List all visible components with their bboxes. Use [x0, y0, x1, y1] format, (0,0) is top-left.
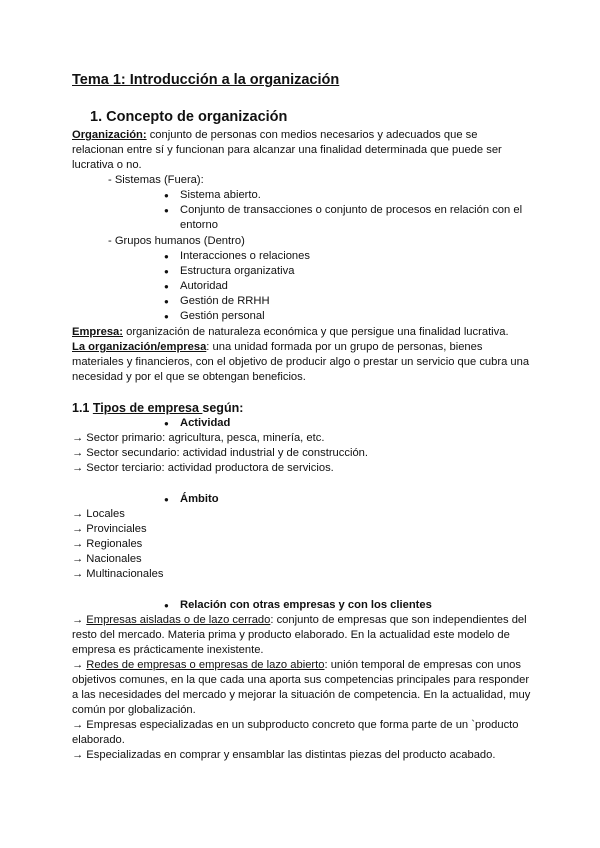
section-number: 1.1	[72, 401, 93, 415]
grupos-item: ● Estructura organizativa	[180, 264, 294, 279]
ambito-item: → Provinciales	[72, 523, 147, 535]
arrow: →	[72, 659, 87, 671]
organizacion-term: Organización:	[72, 129, 147, 141]
section-title-rest: según:	[202, 401, 244, 415]
redes-text: : unión temporal de empresas con unos	[324, 659, 522, 671]
section-1-1-heading	[72, 401, 243, 416]
organizacion-definition-line-1	[72, 128, 477, 143]
aisladas-line-2: resto del mercado. Materia prima y producto elaborado. En la actualidad este modelo de	[72, 629, 510, 641]
grupos-label: - Grupos humanos (Dentro)	[108, 235, 245, 247]
document-title: Tema 1: Introducción a la organización	[72, 72, 340, 88]
redes-line-4: común por globalización.	[72, 704, 196, 716]
relacion-heading: ● Relación con otras empresas y con los clientes	[180, 598, 432, 613]
actividad-item: → Sector secundario: actividad industrial y de construcción.	[72, 447, 368, 459]
ambito-item: → Regionales	[72, 538, 143, 550]
aisladas-text: : conjunto de empresas que son independientes del	[270, 614, 527, 626]
aisladas-line-3: empresa es prácticamente inexistente.	[72, 644, 264, 656]
empresa-term: Empresa:	[72, 326, 123, 338]
redes-line-3: a las necesidades del mercado y mejorar la situación de competencia. En la actualidad, muy	[72, 689, 531, 701]
section-1-heading: 1. Concepto de organización	[90, 109, 288, 125]
ambito-heading: ● Ámbito	[180, 492, 219, 507]
ambito-item: → Multinacionales	[72, 568, 164, 580]
empresa-def-text: organización de naturaleza económica y que persigue una finalidad lucrativa.	[123, 326, 509, 338]
ambito-item: → Nacionales	[72, 553, 142, 565]
arrow: →	[72, 614, 87, 626]
grupos-item: ● Autoridad	[180, 279, 228, 294]
actividad-item: → Sector terciario: actividad productora de servicios.	[72, 462, 334, 474]
sistemas-label: - Sistemas (Fuera):	[108, 174, 204, 186]
aisladas-line-1	[72, 613, 527, 628]
especializadas-line-3: → Especializadas en comprar y ensamblar las distintas piezas del producto acabado.	[72, 749, 496, 761]
la-organizacion-line-2: materiales y financieros, con el objetivo de producir algo o prestar un servicio que cubra una	[72, 356, 530, 368]
ambito-item: → Locales	[72, 508, 125, 520]
empresa-definition	[72, 325, 509, 340]
especializadas-line-1: → Empresas especializadas en un subproducto concreto que forma parte de un `producto	[72, 719, 519, 731]
redes-line-2: objetivos comunes, en la que cada una aporta sus competencias principales para responder	[72, 674, 530, 686]
organizacion-def-text: conjunto de personas con medios necesarios y adecuados que se	[146, 129, 478, 141]
la-organizacion-term: La organización/empresa	[72, 341, 207, 353]
grupos-item: ● Interacciones o relaciones	[180, 249, 310, 264]
la-organizacion-line-3: necesidad y por el que se obtengan beneficios.	[72, 371, 306, 383]
la-organizacion-line-1	[72, 340, 482, 355]
organizacion-definition-line-3: lucrativa o no.	[72, 159, 142, 171]
especializadas-line-2: elaborado.	[72, 734, 125, 746]
actividad-item: → Sector primario: agricultura, pesca, minería, etc.	[72, 432, 325, 444]
sistemas-item-continuation: entorno	[180, 219, 218, 231]
sistemas-item: ● Sistema abierto.	[180, 188, 261, 203]
organizacion-definition-line-2: relacionan entre sí y funcionan para alcanzar una finalidad determinada que puede ser	[72, 144, 502, 156]
section-title-underlined: Tipos de empresa	[92, 401, 203, 415]
aisladas-term: Empresas aisladas o de lazo cerrado	[86, 614, 271, 626]
grupos-item: ● Gestión de RRHH	[180, 294, 270, 309]
sistemas-item: ● Conjunto de transacciones o conjunto de procesos en relación con el	[180, 203, 522, 218]
redes-term: Redes de empresas o empresas de lazo abierto	[86, 659, 325, 671]
redes-line-1	[72, 658, 521, 673]
actividad-heading: ● Actividad	[180, 416, 230, 431]
la-organizacion-def-text: : una unidad formada por un grupo de personas, bienes	[206, 341, 483, 353]
grupos-item: ● Gestión personal	[180, 309, 265, 324]
